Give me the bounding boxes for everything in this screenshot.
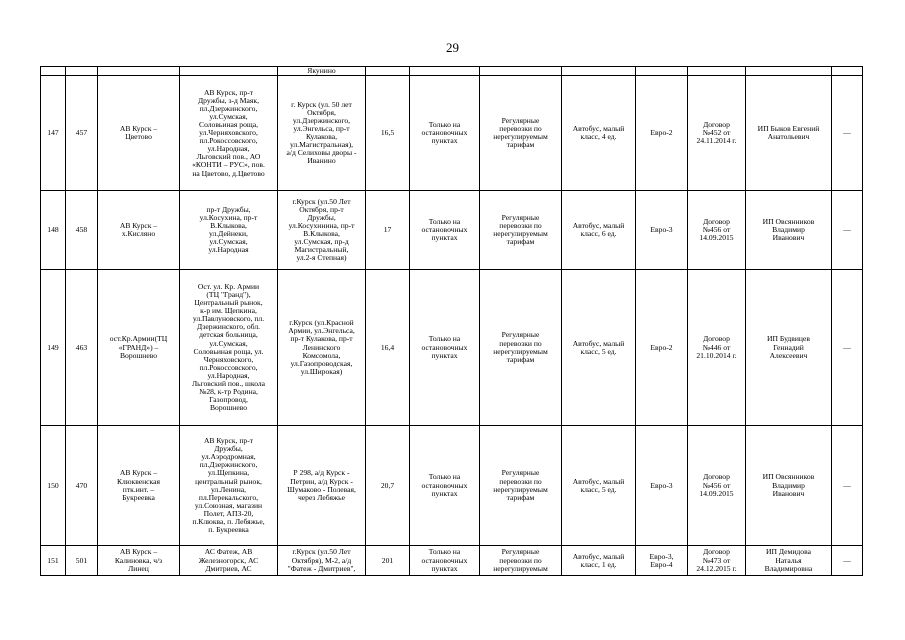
- cell-route-number: 470: [66, 426, 98, 546]
- cell-dash: —: [832, 76, 863, 191]
- cell-eco-class: Евро-3: [636, 426, 688, 546]
- cell-vehicles: Автобус, малый класс, 5 ед.: [562, 270, 636, 426]
- cell-boarding: Только на остановочных пунктах: [410, 546, 480, 576]
- cell-length: 201: [366, 546, 410, 576]
- cell-dash: —: [832, 270, 863, 426]
- cell-contract: Договор №452 от 24.11.2014 г.: [688, 76, 746, 191]
- cell-route-name: АВ Курск – х.Кисляно: [98, 191, 180, 270]
- cell-length: 16,5: [366, 76, 410, 191]
- cell-streets: пр-т Дружбы, ул.Косухина, пр-т В.Клыкова, ул.Дейнеки, ул.Сумская, ул.Народная: [180, 191, 278, 270]
- cell-route-name: АВ Курск – Клюквенская птк.инт. – Букреевка: [98, 426, 180, 546]
- cell-streets: АВ Курск, пр-т Дружбы, ул.Аэродромная, пл.Дзержинского, ул.Щепкина, центральный рынок, ул.Ленина, пл.Перекальского, ул.Союзная, магазин Полет, АПЗ-20, п.Клюква, п. Лебяжье, п. Букреевка: [180, 426, 278, 546]
- table-row: [41, 426, 863, 546]
- cell-transport-type: Регулярные перевозки по нерегулируемым тарифам: [480, 76, 562, 191]
- cell-roads: г.Курск (ул.50 Лет Октября), М-2, а/д "Фатеж - Дмитриев",: [278, 546, 366, 576]
- table-row: [41, 270, 863, 426]
- cell-carrier: ИП Демидова Наталья Владимировна: [746, 546, 832, 576]
- cell-route-name: АВ Курск – Калиновка, ч/з Линец: [98, 546, 180, 576]
- cell-length: 16,4: [366, 270, 410, 426]
- cell-number: 151: [41, 546, 66, 576]
- cell-carrier: ИП Будвицев Геннадий Алексеевич: [746, 270, 832, 426]
- cell-carrier: ИП Овсянников Владимир Иванович: [746, 191, 832, 270]
- cell-roads: г.Курск (ул.Красной Армии, ул.Энгельса, пр-т Кулакова, пр-т Ленинского Комсомола, ул.Газопроводская, ул.Широкая): [278, 270, 366, 426]
- cell-length: 20,7: [366, 426, 410, 546]
- cell-route-name: АВ Курск – Цветово: [98, 76, 180, 191]
- cell-dash: —: [832, 191, 863, 270]
- cell-eco-class: Евро-3: [636, 191, 688, 270]
- cell-vehicles: Автобус, малый класс, 4 ед.: [562, 76, 636, 191]
- cell-length: 17: [366, 191, 410, 270]
- cell-dash: —: [832, 426, 863, 546]
- cell-contract: Договор №473 от 24.12.2015 г.: [688, 546, 746, 576]
- cell-carrier: ИП Овсянников Владимир Иванович: [746, 426, 832, 546]
- table-row: [41, 546, 863, 576]
- cell-transport-type: Регулярные перевозки по нерегулируемым тарифам: [480, 270, 562, 426]
- cell-number: 150: [41, 426, 66, 546]
- table-row: [41, 191, 863, 270]
- header-fragment: Якунино: [278, 67, 366, 76]
- cell-transport-type: Регулярные перевозки по нерегулируемым: [480, 546, 562, 576]
- cell-streets: АВ Курск, пр-т Дружбы, з-д Маяк, пл.Дзержинского, ул.Сумская, Соловьиная роща, ул.Черняховского, пл.Рокоссовского, ул.Народная, Льговский пов., АО «КОНТИ – РУС», пов. на Цветово, д.Цветово: [180, 76, 278, 191]
- cell-streets: Ост. ул. Кр. Армии (ТЦ "Гранд"), Центральный рынок, к-р им. Щепкина, ул.Павлуновского, пл. Дзержинского, обл. детская больница, ул.Сумская, Соловьиная роща, ул. Черняховского, пл.Рокоссовского, ул.Народная, Льговский пов., школа №28, к-тр Родина, Газопровод, Ворошнево: [180, 270, 278, 426]
- cell-eco-class: Евро-3, Евро-4: [636, 546, 688, 576]
- cell-vehicles: Автобус, малый класс, 1 ед.: [562, 546, 636, 576]
- cell-route-number: 457: [66, 76, 98, 191]
- cell-boarding: Только на остановочных пунктах: [410, 426, 480, 546]
- cell-contract: Договор №456 от 14.09.2015: [688, 426, 746, 546]
- cell-contract: Договор №446 от 21.10.2014 г.: [688, 270, 746, 426]
- cell-number: 147: [41, 76, 66, 191]
- page-number: 29: [446, 40, 459, 55]
- cell-vehicles: Автобус, малый класс, 6 ед.: [562, 191, 636, 270]
- cell-transport-type: Регулярные перевозки по нерегулируемым тарифам: [480, 426, 562, 546]
- cell-route-number: 501: [66, 546, 98, 576]
- table-row: [41, 76, 863, 191]
- cell-eco-class: Евро-2: [636, 270, 688, 426]
- cell-boarding: Только на остановочных пунктах: [410, 270, 480, 426]
- cell-route-number: 458: [66, 191, 98, 270]
- cell-roads: Р 298, а/д Курск - Петрин, а/д Курск - Шумаково - Полевая, через Лебяжье: [278, 426, 366, 546]
- cell-number: 149: [41, 270, 66, 426]
- cell-contract: Договор №456 от 14.09.2015: [688, 191, 746, 270]
- table-row-header-fragment: [41, 67, 863, 76]
- routes-table: [40, 66, 863, 576]
- cell-number: 148: [41, 191, 66, 270]
- cell-vehicles: Автобус, малый класс, 5 ед.: [562, 426, 636, 546]
- cell-roads: г.Курск (ул.50 Лет Октября, пр-т Дружбы, ул.Косухинина, пр-т В.Клыкова, ул.Сумская, пр-д Магистральный, ул.2-я Степная): [278, 191, 366, 270]
- cell-dash: —: [832, 546, 863, 576]
- cell-boarding: Только на остановочных пунктах: [410, 76, 480, 191]
- cell-route-name: ост.Кр.Армии(ТЦ «ГРАНД») – Ворошнево: [98, 270, 180, 426]
- cell-streets: АС Фатеж, АВ Железногорск, АС Дмитриев, АС: [180, 546, 278, 576]
- cell-carrier: ИП Быков Евгений Анатольевич: [746, 76, 832, 191]
- cell-eco-class: Евро-2: [636, 76, 688, 191]
- cell-boarding: Только на остановочных пунктах: [410, 191, 480, 270]
- cell-route-number: 463: [66, 270, 98, 426]
- cell-transport-type: Регулярные перевозки по нерегулируемым тарифам: [480, 191, 562, 270]
- cell-roads: г. Курск (ул. 50 лет Октября, ул.Дзержинского, ул.Энгельса, пр-т Кулакова, ул.Магистральная), а/д Селиховы дворы - Иванино: [278, 76, 366, 191]
